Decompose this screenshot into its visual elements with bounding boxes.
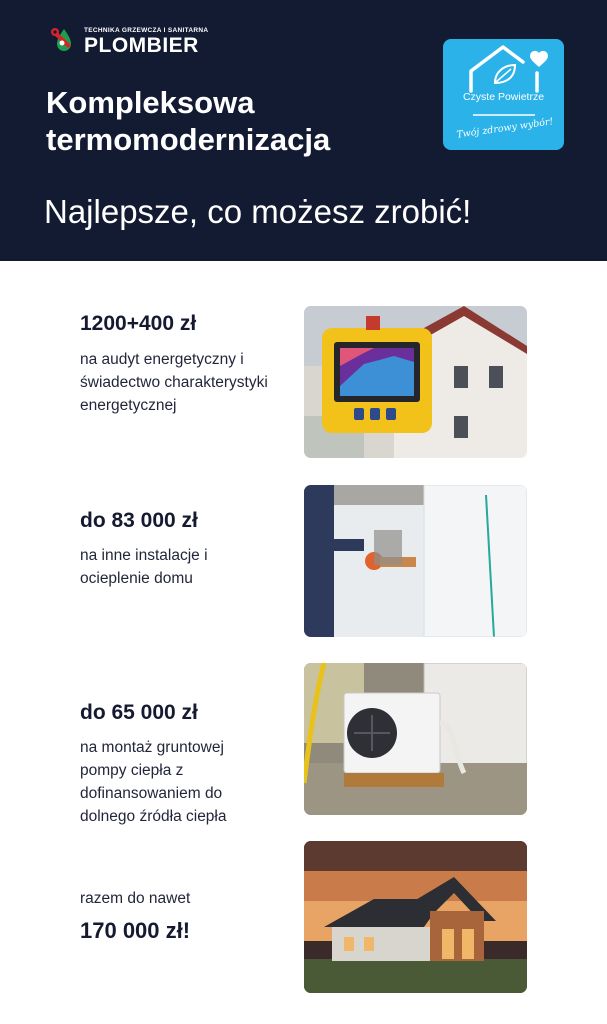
wrench-drop-logo-icon bbox=[50, 26, 80, 56]
house-sunset-photo bbox=[304, 841, 527, 993]
item-description-total: razem do nawet bbox=[80, 890, 191, 907]
brand-sub-label: TECHNIKA GRZEWCZA I SANITARNA bbox=[84, 27, 209, 34]
page-tagline: Najlepsze, co możesz zrobić! bbox=[44, 193, 472, 230]
brand-logo[interactable] bbox=[50, 26, 220, 56]
badge-motto: Twój zdrowy wybór! bbox=[456, 116, 554, 141]
program-badge[interactable] bbox=[443, 39, 564, 150]
item-description-audit: na audyt energetyczny i świadectwo charakterystyki energetycznej bbox=[80, 351, 268, 414]
badge-program-name: Czyste Powietrze bbox=[462, 91, 545, 103]
brand-name: PLOMBIER bbox=[84, 34, 199, 57]
thermal-camera-photo bbox=[304, 306, 527, 458]
item-description-insulation: na inne instalacje i ocieplenie domu bbox=[80, 547, 208, 587]
item-amount-heat-pump: do 65 000 zł bbox=[80, 701, 198, 724]
wall-insulation-photo bbox=[304, 485, 527, 637]
item-description-heat-pump: na montaż gruntowej pompy ciepła z dofinansowaniem do dolnego źródła ciepła bbox=[80, 739, 227, 825]
heat-pump-photo bbox=[304, 663, 527, 815]
item-amount-total: 170 000 zł! bbox=[80, 918, 191, 943]
page-title: Kompleksowa termomodernizacja bbox=[46, 85, 331, 157]
header-banner bbox=[0, 0, 607, 261]
item-amount-audit: 1200+400 zł bbox=[80, 312, 197, 335]
item-amount-insulation: do 83 000 zł bbox=[80, 509, 198, 532]
